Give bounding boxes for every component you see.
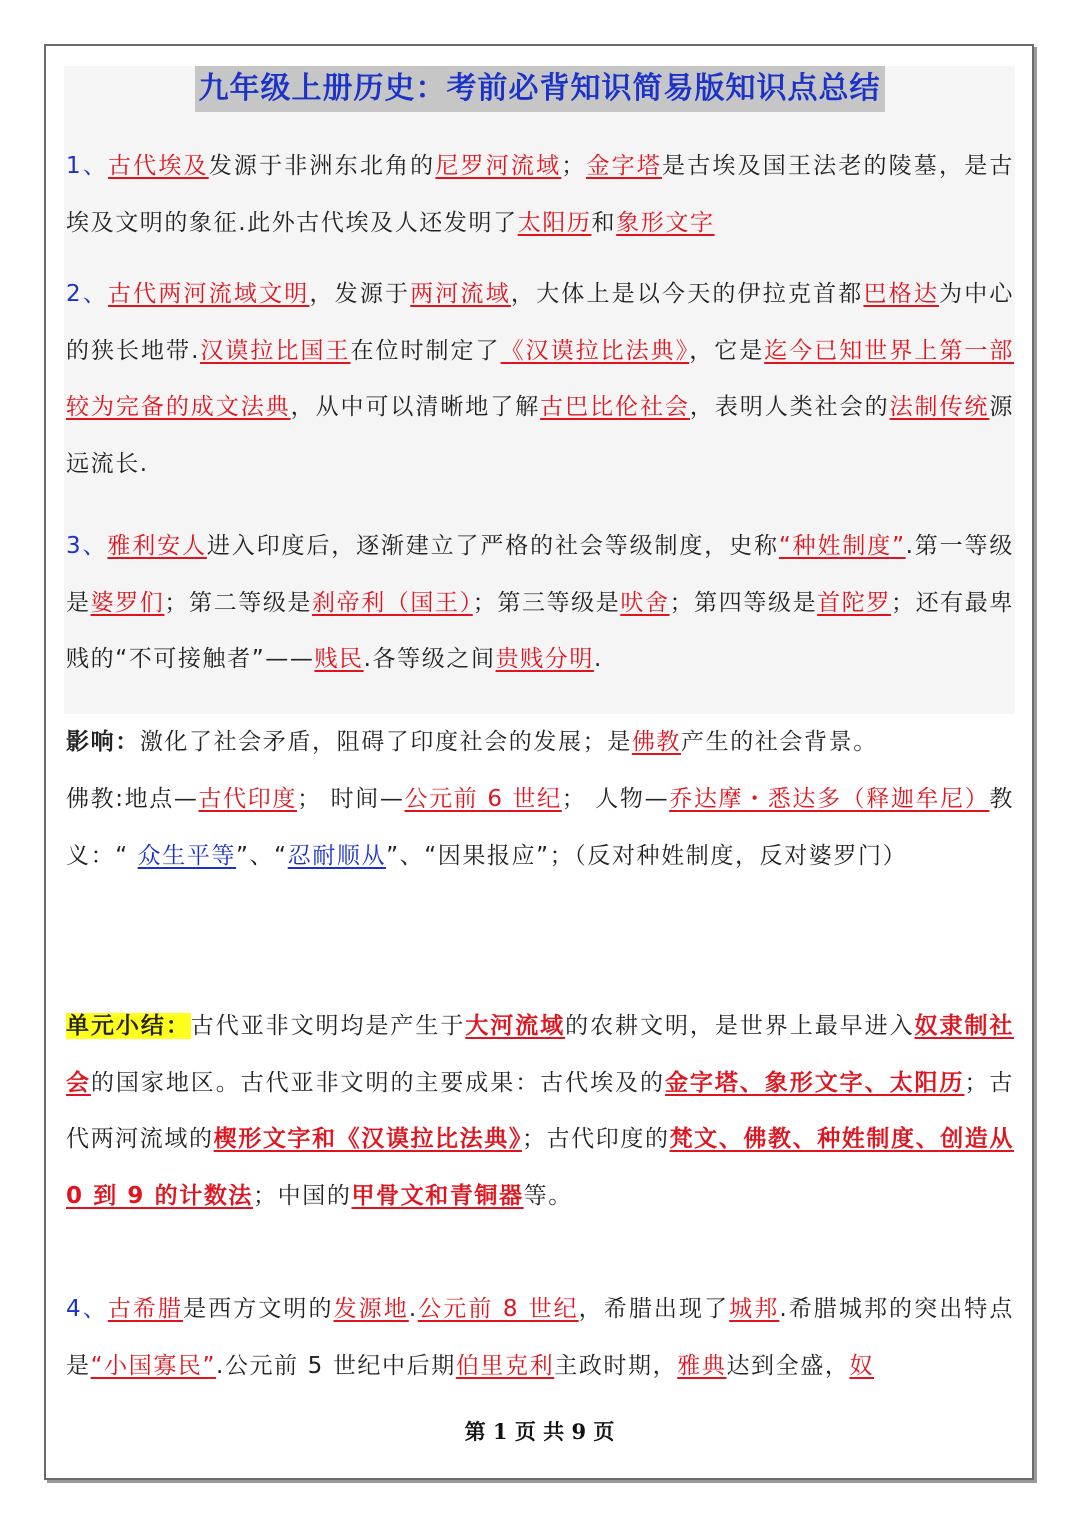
text: ，它是 (689, 337, 765, 364)
text: ，发源于 (309, 281, 411, 307)
text: ，表明人类社会的 (689, 394, 890, 420)
keyword: 城邦 (729, 1296, 780, 1322)
paragraph-buddhism (66, 771, 1014, 884)
text: ，从中可以清晰地了解 (290, 394, 541, 420)
text: ；还有最卑贱的“不可接触者”—— (66, 589, 1014, 672)
keyword: 奴 (849, 1352, 875, 1379)
text: . (593, 646, 603, 672)
keyword: 汉谟拉比国王 (199, 337, 351, 364)
keyword: 首陀罗 (817, 589, 891, 616)
text: 是古埃及国王法老的陵墓，是古埃及文明的象征.此外古代埃及人还发明了 (66, 153, 1015, 236)
text: ；第二等级是 (164, 589, 313, 616)
text: ，希腊出现了 (578, 1296, 730, 1322)
text: 的国家地区。古代亚非文明的主要成果：古代埃及的 (90, 1069, 665, 1096)
text: ； 时间— (297, 786, 405, 812)
paragraph-3 (66, 518, 1014, 688)
text: 和 (591, 209, 617, 236)
keyword: 古希腊 (107, 1296, 184, 1322)
paragraph-4 (66, 1281, 1014, 1394)
keyword: 伯里克利 (455, 1352, 555, 1379)
keyword: 古巴比伦社会 (540, 394, 690, 420)
keyword: 乔达摩・悉达多（释迦牟尼） (669, 786, 990, 812)
keyword: 两河流域 (410, 281, 511, 307)
text: ；第三等级是 (472, 589, 621, 616)
text: .希腊城邦的突出特点是 (66, 1296, 1014, 1379)
keyword: 楔形文字和《汉谟拉比法典》 (213, 1126, 522, 1152)
keyword: 巴格达 (863, 281, 940, 307)
text: 在位时制定了 (350, 337, 501, 364)
keyword: 贱民 (314, 646, 364, 672)
page-footer: 第 1 页 共 9 页 (464, 1419, 615, 1444)
text: ； 人物— (561, 786, 670, 812)
keyword: 公元前 6 世纪 (404, 786, 562, 812)
paragraph-2 (66, 266, 1014, 492)
text: ”、“因果报应”；（反对种姓制度，反对婆罗门） (386, 842, 908, 869)
text: ； (561, 153, 586, 179)
text: 激化了社会矛盾，阻碍了印度社会的发展；是 (139, 729, 632, 755)
page-title: 九年级上册历史：考前必背知识简易版知识点总结 (195, 66, 885, 112)
text: 佛教:地点— (66, 786, 199, 812)
text: 是西方文明的 (183, 1296, 334, 1322)
item-number: 3、 (66, 533, 108, 559)
keyword: 古代印度 (198, 786, 298, 812)
item-number: 4、 (66, 1296, 108, 1322)
text: ；古代印度的 (521, 1126, 670, 1152)
keyword: 梵文、佛教、种姓制度、创造从 0 到 9 的计数法 (66, 1126, 1014, 1209)
text: ，大体上是以今天的伊拉克首都 (510, 281, 864, 307)
keyword: 金字塔 (585, 153, 663, 179)
text: ；古代两河流域的 (66, 1069, 1015, 1152)
text: ”、“ (236, 842, 288, 869)
keyword: 佛教 (631, 729, 682, 755)
text: .各等级之间 (363, 646, 496, 672)
keyword: 发源地 (333, 1296, 409, 1322)
highlight-label: 单元小结： (66, 1013, 191, 1039)
text: 教义：“ (66, 786, 1014, 869)
keyword: 婆罗们 (90, 589, 165, 616)
text: 源远流长. (66, 394, 1014, 477)
text: 等。 (523, 1182, 573, 1209)
keyword-blue: 忍耐顺从 (287, 842, 387, 869)
text: 产生的社会背景。 (681, 729, 878, 755)
keyword: 甲骨文和青铜器 (351, 1182, 524, 1209)
keyword: 贵贱分明 (495, 646, 594, 672)
keyword: 古代埃及 (108, 153, 209, 179)
item-number: 1、 (66, 153, 108, 179)
text: 发源于非洲东北角的 (208, 153, 436, 179)
keyword: 法制传统 (889, 394, 990, 420)
text: 的农耕文明，是世界上最早进入 (565, 1013, 915, 1039)
keyword: 雅典 (677, 1352, 727, 1379)
section-label: 影响： (66, 729, 140, 755)
text: 主政时期， (554, 1352, 678, 1379)
text: ；第四等级是 (669, 589, 818, 616)
keyword: 迄今已知世界上第一部较为完备的成文法典 (66, 337, 1014, 420)
item-number: 2、 (66, 281, 108, 307)
keyword: 奴隶制社会 (66, 1013, 1014, 1096)
keyword: 金字塔、象形文字、太阳历 (664, 1069, 965, 1096)
text: 古代亚非文明均是产生于 (190, 1013, 466, 1039)
keyword: 雅利安人 (107, 533, 207, 559)
keyword: “种姓制度” (778, 533, 906, 559)
text: 达到全盛， (726, 1352, 850, 1379)
keyword: 太阳历 (517, 209, 592, 236)
text: 进入印度后，逐渐建立了严格的社会等级制度，史称 (206, 533, 779, 559)
keyword: 刹帝利（国王） (312, 589, 473, 616)
keyword: 古代两河流域文明 (108, 281, 310, 307)
keyword: 大河流域 (465, 1013, 566, 1039)
text: . (408, 1296, 418, 1322)
keyword: 《汉谟拉比法典》 (500, 337, 690, 364)
text: 为中心的狭长地带. (66, 281, 1014, 364)
paragraph-1 (66, 138, 1014, 251)
keyword: 公元前 8 世纪 (417, 1296, 579, 1322)
text: ；中国的 (253, 1182, 352, 1209)
keyword: 象形文字 (616, 209, 715, 236)
title-wrap (64, 66, 1015, 112)
paragraph-influence (66, 714, 1014, 771)
keyword: 尼罗河流域 (435, 153, 562, 179)
text: .第一等级是 (66, 533, 1014, 616)
keyword: “小国寡民” (90, 1352, 217, 1379)
keyword-blue: 众生平等 (137, 842, 237, 869)
text: .公元前 5 世纪中后期 (216, 1352, 456, 1379)
keyword: 吠舍 (620, 589, 670, 616)
paragraph-unit-summary (66, 998, 1014, 1224)
